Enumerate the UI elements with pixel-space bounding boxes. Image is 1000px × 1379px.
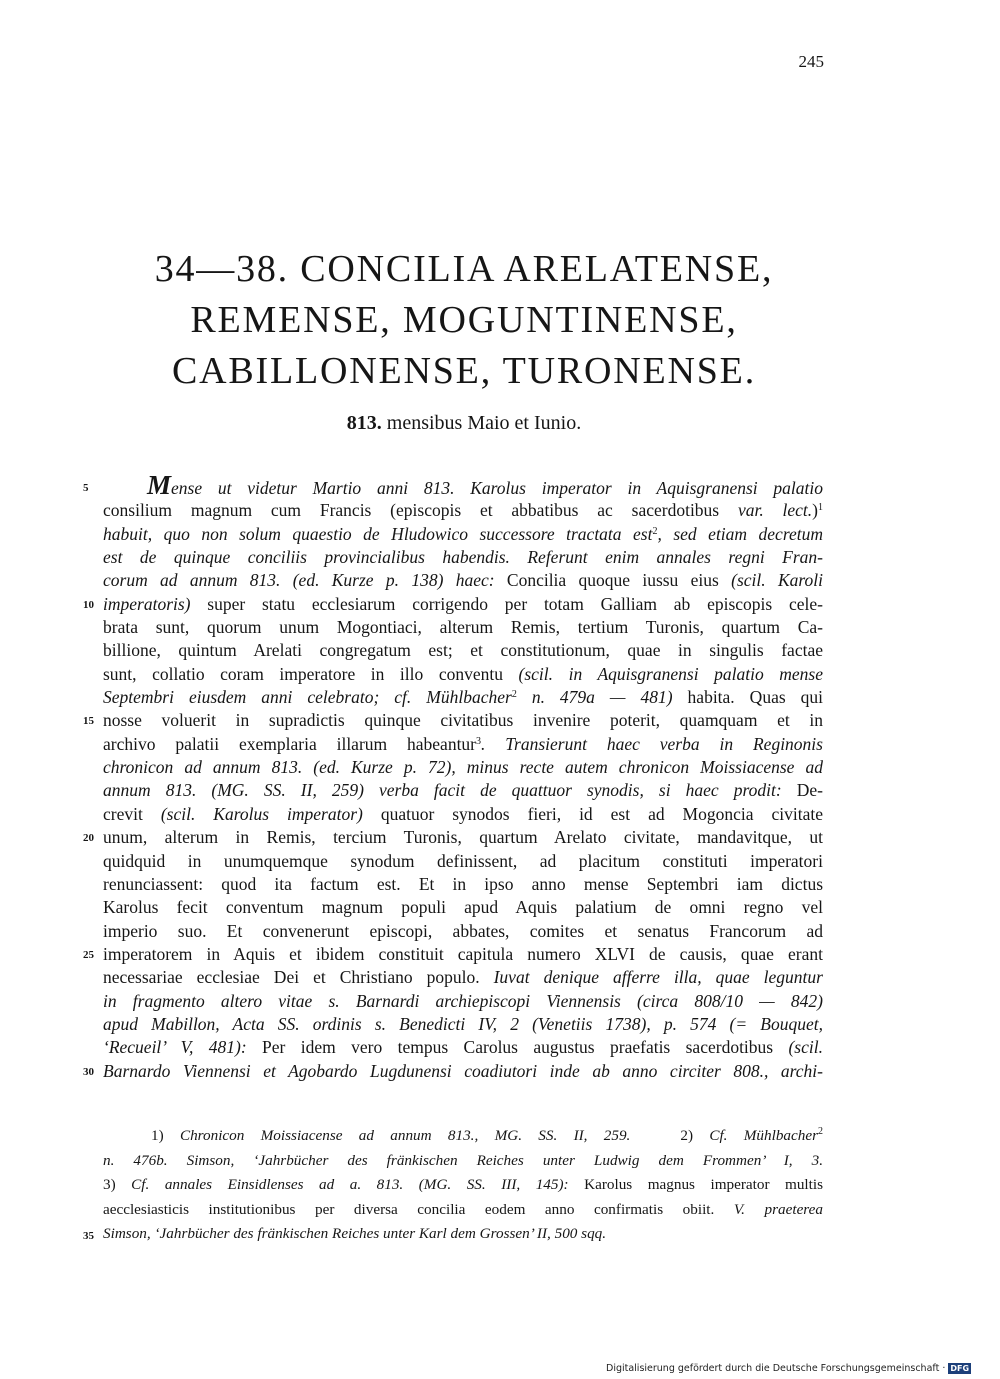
text-span: Per idem vero tempus Carolus augustus praefatis sacerdotibus — [246, 1037, 789, 1058]
text-span: est de quinque conciliis provincialibus habendis. Referunt enim annales regni Fran- — [103, 547, 823, 568]
body-text — [83, 470, 824, 1083]
line-number-35: 35 — [83, 1230, 94, 1242]
subtitle — [100, 412, 828, 435]
footnote-ref: 1 — [817, 502, 823, 514]
text-span: Cf. annales Einsidlenses ad a. 813. (MG. SS. III, 145): — [131, 1176, 569, 1193]
text-span: Simson, ‘Jahrbücher des fränkischen Reiches unter Karl dem Grossen’ II, 500 sqq. — [103, 1225, 607, 1242]
body-line — [103, 523, 823, 546]
body-line — [83, 593, 823, 616]
text-span: var. lect. — [737, 500, 813, 521]
body-line — [103, 990, 823, 1013]
text-span: sunt, collatio coram imperatore in illo conventu — [103, 663, 519, 684]
text-span: ‘Recueil’ V, 481): — [103, 1037, 247, 1058]
footnote-line — [103, 1124, 823, 1149]
title-line-3: CABILLONENSE, TURONENSE. — [172, 350, 756, 392]
body-line: quidquid in unumquemque synodum definissent, ad placitum constituti imperatori — [103, 850, 823, 871]
credit-text: Digitalisierung gefördert durch die Deutsche Forschungsgemeinschaft · — [606, 1363, 946, 1374]
text-span: habuit, quo non solum quaestio de Hludowico successore tractata est — [103, 523, 653, 544]
body-line — [103, 1013, 823, 1036]
text-span: consilium magnum cum Francis (episcopis et abbatibus ac sacerdotibus — [103, 500, 738, 521]
body-line — [103, 546, 823, 569]
body-line — [103, 1036, 823, 1059]
text-span: Chronicon Moissiacense ad annum 813., MG. SS. II, 259. — [179, 1127, 631, 1144]
body-line — [103, 803, 823, 826]
text-span: super statu ecclesiarum corrigendo per totam Galliam ab episcopis cele- — [190, 593, 823, 614]
subtitle-text: mensibus Maio et Iunio. — [386, 412, 582, 434]
footnote-line — [103, 1198, 823, 1223]
body-line — [103, 966, 823, 989]
title-block — [100, 244, 828, 397]
dfg-logo: DFG — [950, 1364, 970, 1373]
text-span: quatuor synodos fieri, id est ad Mogoncia civitate — [362, 803, 823, 824]
line-number-15: 15 — [83, 715, 94, 728]
text-span: (scil. — [788, 1037, 823, 1058]
body-line — [103, 663, 823, 686]
text-span: (scil. Karoli — [731, 570, 823, 591]
footnote-number: 1) — [151, 1127, 180, 1144]
body-line — [103, 499, 823, 522]
text-span: imperatorem in Aquis et ibidem constituit capitula numero XLVI de causis, quae erant — [103, 943, 823, 964]
line-number-30: 30 — [83, 1065, 94, 1078]
text-span: imperatoris) — [103, 593, 191, 614]
text-span: necessariae ecclesiae Dei et Christiano populo. — [103, 967, 494, 988]
text-span: in fragmento altero vitae s. Barnardi archiepiscopi Viennensis (circa 808/10 — 842) — [103, 990, 823, 1011]
text-span: corum ad annum 813. (ed. Kurze p. 138) haec: — [103, 570, 495, 591]
footnote-line — [103, 1149, 823, 1174]
text-span: annum 813. (MG. SS. II, 259) verba facit de quattuor synodis, si haec prodit: — [103, 780, 782, 801]
text-span: V. praeterea — [733, 1200, 823, 1218]
digitization-credit — [606, 1363, 971, 1374]
text-span: archivo palatii exemplaria illarum habeantur — [103, 733, 477, 754]
text-span: De- — [781, 780, 823, 801]
line-number-20: 20 — [83, 832, 94, 845]
text-span: crevit — [103, 803, 161, 824]
text-span: Cf. Mühlbacher — [709, 1127, 818, 1144]
text-span: habita. Quas qui — [672, 687, 823, 708]
body-line — [83, 709, 823, 732]
line-number-25: 25 — [83, 948, 94, 961]
footnote-number: 3) — [103, 1176, 132, 1193]
text-span: (scil. in Aquisgranensi palatio mense — [518, 663, 823, 684]
text-span: , sed etiam decretum — [657, 523, 824, 544]
page-number: 245 — [798, 52, 824, 71]
text-span: Iuvat denique afferre illa, quae leguntur — [493, 967, 823, 988]
body-line — [103, 756, 823, 779]
text-span: chronicon ad annum 813. (ed. Kurze p. 72), minus recte autem chronicon Moissiacense ad — [103, 757, 823, 778]
body-line — [103, 569, 823, 592]
body-line: brata sunt, quorum unum Mogontiaci, alterum Remis, tertium Turonis, quartum Ca- — [103, 617, 823, 638]
body-line: billione, quintum Arelati congregatum est; et constitutionum, quae in singulis factae — [103, 640, 823, 661]
line-number-10: 10 — [83, 598, 94, 611]
footnote-ref: 3 — [476, 735, 482, 747]
text-span: apud Mabillon, Acta SS. ordinis s. Benedicti IV, 2 (Venetiis 1738), p. 574 (= Bouquet, — [103, 1013, 823, 1034]
body-line — [103, 686, 823, 709]
body-line — [83, 1060, 823, 1083]
footnote-number: 2) — [680, 1127, 710, 1144]
text-span: Septembri eiusdem anni celebrato; cf. Mühlbacher — [103, 687, 512, 708]
text-span: . Transierunt haec verba in Reginonis — [481, 733, 823, 754]
footnotes — [83, 1124, 824, 1247]
drop-cap: M — [147, 470, 172, 500]
title-line-2: REMENSE, MOGUNTINENSE, — [190, 299, 738, 341]
footnote-ref: 2 — [652, 525, 658, 537]
text-span: Karolus magnus imperator multis — [568, 1176, 824, 1193]
body-line — [83, 943, 823, 966]
text-span: unum, alterum in Remis, tercium Turonis, quartum Arelato civitate, mandavitque, ut — [103, 827, 823, 848]
body-line — [103, 779, 823, 802]
text-span: nosse voluerit in supradictis quinque civitatibus invenire poterit, quamquam et in — [103, 710, 823, 731]
text-span: aecclesiasticis institutionibus per diversa concilia eodem anno confirmatis obiit. — [103, 1200, 734, 1218]
body-line — [103, 733, 823, 756]
body-line — [83, 826, 823, 849]
body-line: Karolus fecit conventum magnum populi apud Aquis palatium de omni regno vel — [103, 897, 823, 918]
body-line — [83, 470, 823, 500]
text-span: Barnardo Viennensi et Agobardo Lugdunensi coadiutori inde ab anno circiter 808., archi- — [103, 1060, 823, 1081]
text-span: Concilia quoque iussu eius — [494, 570, 732, 591]
superscript: 2 — [511, 689, 517, 701]
text-span: (scil. Karolus imperator) — [160, 803, 363, 824]
text-span: ense ut videtur Martio anni 813. Karolus imperator in Aquisgranensi palatio — [171, 478, 823, 498]
text-span: ) — [812, 500, 818, 521]
body-line: renunciassent: quod ita factum est. Et in ipso anno mense Septembri iam dictus — [103, 873, 823, 894]
body-line: imperio suo. Et convenerunt episcopi, abbates, comites et senatus Francorum ad — [103, 920, 823, 941]
text-span: n. 476b. Simson, ‘Jahrbücher des fränkischen Reiches unter Ludwig dem Frommen’ I, 3. — [103, 1151, 823, 1169]
superscript: 2 — [818, 1126, 823, 1137]
footnote-line — [83, 1222, 823, 1247]
title-line-1: 34—38. CONCILIA ARELATENSE, — [154, 248, 774, 290]
footnote-line — [103, 1173, 823, 1198]
line-number-5: 5 — [83, 482, 89, 494]
text-span: n. 479a — 481) — [516, 687, 673, 708]
subtitle-year: 813. — [346, 412, 382, 434]
